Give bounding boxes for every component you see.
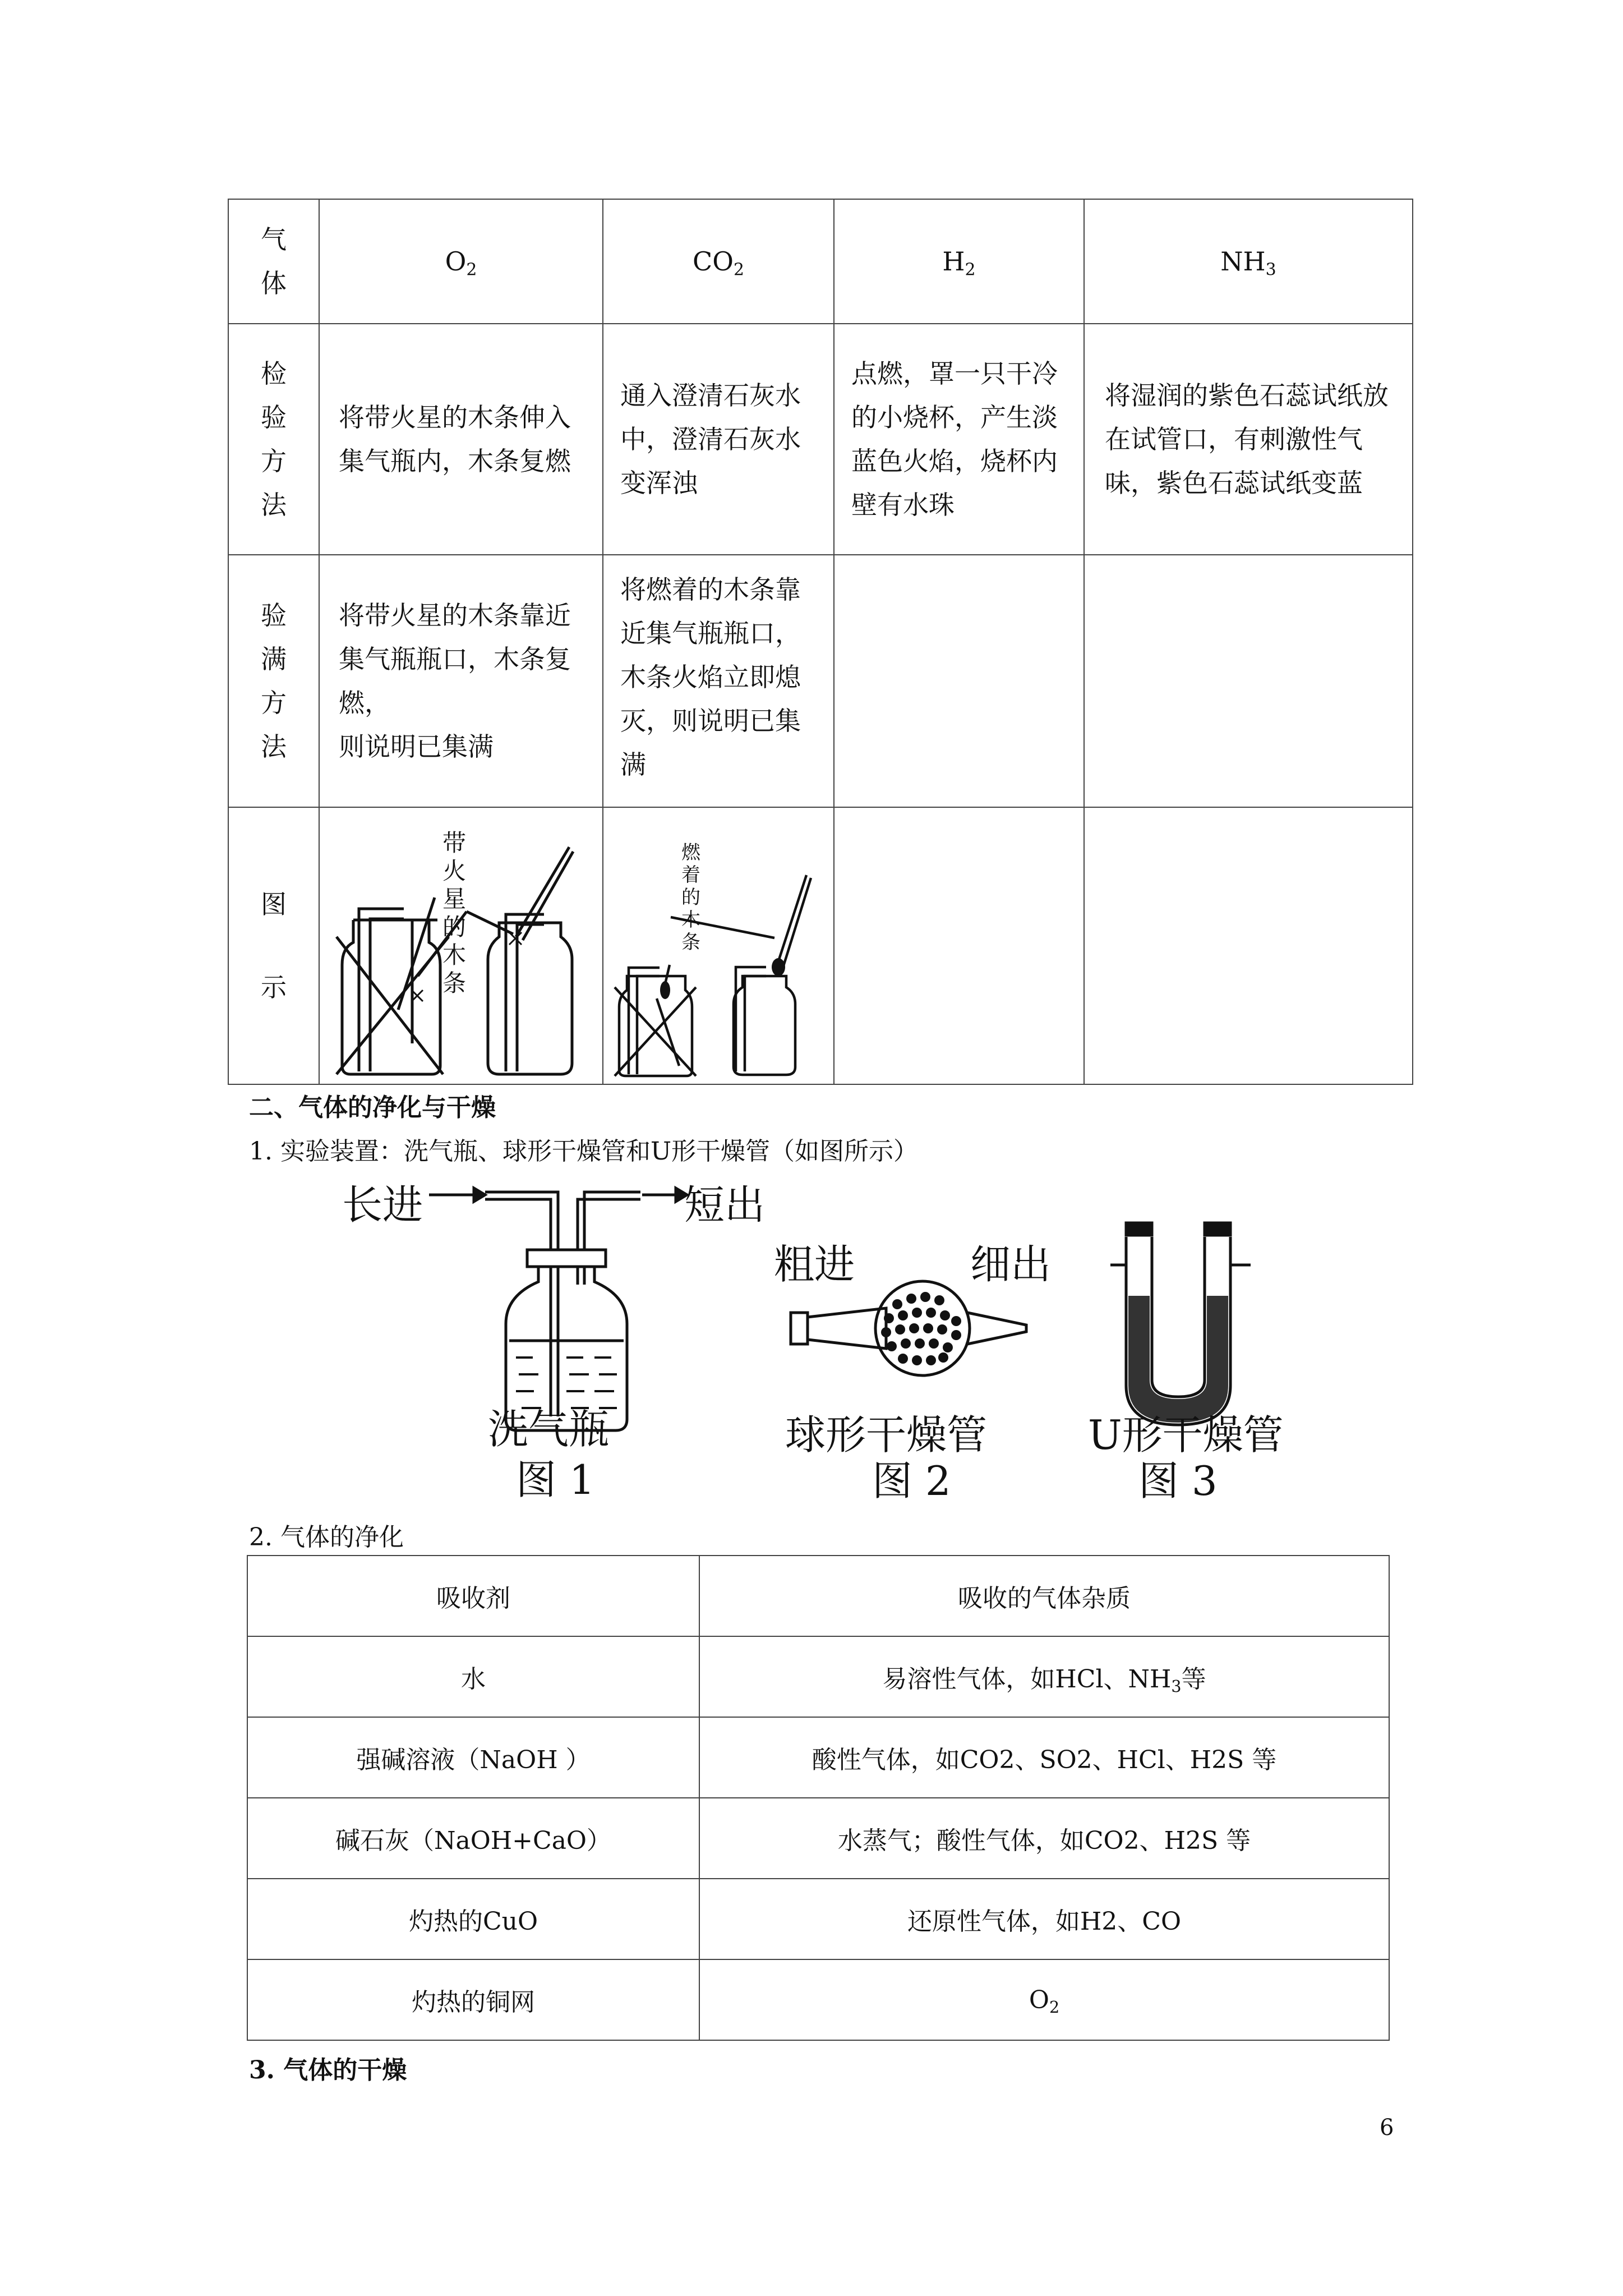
test-nh3: 将湿润的紫色石蕊试纸放在试管口，有刺激性气味，紫色石蕊试纸变蓝 — [1084, 324, 1413, 555]
absorbent-cell: 灼热的铜网 — [247, 1959, 699, 2040]
absorbent-cell: 碱石灰（NaOH+CaO） — [247, 1798, 699, 1879]
absorbent-cell: 水 — [247, 1636, 699, 1717]
table-row — [228, 807, 1413, 1084]
label-long-in: 长进 — [342, 1181, 423, 1228]
table-row — [247, 1556, 1389, 1636]
test-h2: 点燃，罩一只干冷的小烧杯，产生淡蓝色火焰，烧杯内壁有水珠 — [834, 324, 1084, 555]
label-short-out: 短出 — [684, 1181, 766, 1228]
fig1-number: 图 1 — [516, 1456, 595, 1503]
absorbent-cell: 强碱溶液（NaOH ） — [247, 1717, 699, 1798]
table-row — [247, 1636, 1389, 1717]
co2-full-test-illustration — [603, 808, 833, 1083]
row-label-diagram: 图 示 — [228, 807, 319, 1084]
impurity-cell: 易溶性气体，如HCl、$NH_3$等 — [699, 1636, 1389, 1717]
label-fine-out: 细出 — [970, 1241, 1052, 1288]
diagram-nh3 — [1084, 807, 1413, 1084]
full-nh3 — [1084, 555, 1413, 807]
section-title: 二、气体的净化与干燥 — [249, 1093, 496, 1122]
label-coarse-in: 粗进 — [774, 1241, 855, 1288]
granules — [881, 1292, 961, 1365]
purification-table — [247, 1555, 1390, 2041]
header-h2: $H_2$ — [834, 199, 1084, 324]
fig3-name: U形干燥管 — [1088, 1411, 1284, 1458]
fig2-number: 图 2 — [872, 1457, 951, 1504]
gas-test-table — [228, 199, 1413, 1085]
header-nh3: $NH_3$ — [1084, 199, 1413, 324]
item-2: 2. 气体的净化 — [249, 1523, 404, 1552]
header-impurity: 吸收的气体杂质 — [699, 1556, 1389, 1636]
fig2-name: 球形干燥管 — [785, 1411, 988, 1458]
item-1: 1. 实验装置：洗气瓶、球形干燥管和U形干燥管（如图所示） — [249, 1137, 919, 1166]
header-absorbent: 吸收剂 — [247, 1556, 699, 1636]
diagram-o2 — [319, 807, 603, 1084]
table-row — [247, 1959, 1389, 2040]
row-label-gas: 气 体 — [228, 199, 319, 324]
header-co2: $CO_2$ — [603, 199, 834, 324]
apparatus-figure — [331, 1161, 1318, 1520]
table-row — [228, 324, 1413, 555]
fig1-name: 洗气瓶 — [488, 1406, 610, 1453]
table-row — [228, 555, 1413, 807]
test-co2: 通入澄清石灰水中，澄清石灰水变浑浊 — [603, 324, 834, 555]
diagram-h2 — [834, 807, 1084, 1084]
row-label-full: 验 满 方 法 — [228, 555, 319, 807]
absorbent-cell: 灼热的CuO — [247, 1879, 699, 1959]
row-label-test: 检 验 方 法 — [228, 324, 319, 555]
page-number: 6 — [1380, 2115, 1394, 2141]
header-o2: $O_2$ — [319, 199, 603, 324]
co2-stick-label: 燃着的木条 — [681, 841, 700, 954]
o2-stick-label: 带火星的木条 — [442, 829, 466, 997]
impurity-cell: 水蒸气；酸性气体，如CO2、H2S 等 — [699, 1798, 1389, 1879]
impurity-cell: 酸性气体，如CO2、SO2、HCl、H2S 等 — [699, 1717, 1389, 1798]
table-row — [247, 1798, 1389, 1879]
impurity-cell: $O_2$ — [699, 1959, 1389, 2040]
table-row — [247, 1717, 1389, 1798]
full-o2: 将带火星的木条靠近集气瓶瓶口，木条复燃， 则说明已集满 — [319, 555, 603, 807]
test-o2: 将带火星的木条伸入集气瓶内，木条复燃 — [319, 324, 603, 555]
fig3-number: 图 3 — [1138, 1457, 1218, 1504]
table-row — [247, 1879, 1389, 1959]
item-3: 3. 气体的干燥 — [249, 2056, 407, 2085]
full-co2: 将燃着的木条靠近集气瓶瓶口，木条火焰立即熄灭，则说明已集满 — [603, 555, 834, 807]
diagram-co2 — [603, 807, 834, 1084]
table-row — [228, 199, 1413, 324]
impurity-cell: 还原性气体，如H2、CO — [699, 1879, 1389, 1959]
full-h2 — [834, 555, 1084, 807]
